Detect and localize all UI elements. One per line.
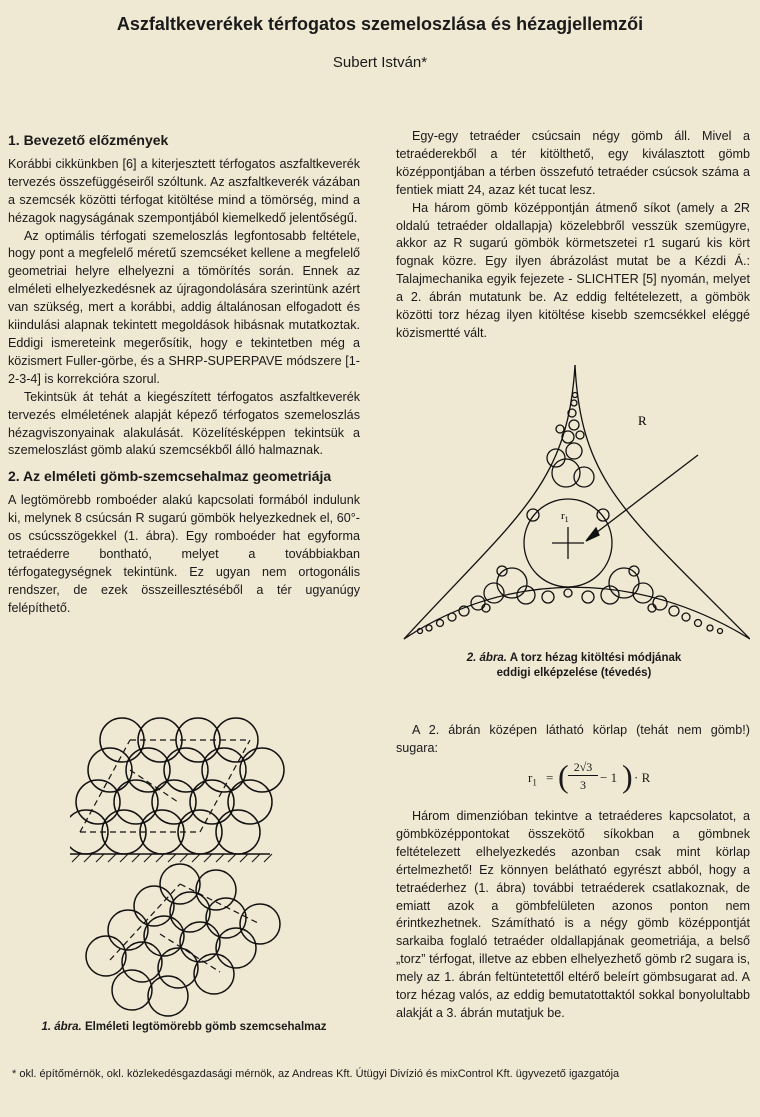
- section1-paragraph-2: Az optimális térfogati szemeloszlás legfontosabb feltétele, hogy pont a megfelelő méretű szemcséket kellene a megfelelő geometriai helyre elhelyezni a tömörítés során. Ennek az elméleti elhelyezkedésnek az újragondolására szerintünk azért van szükség, mert a korábbi, addig általánosan elfogadott és kiindulási alapnak tekintett megoldások hibásnak mutatkoztak. Eddigi ismereteink megerősítik, hogy e tekintetben még a közismert Fuller-görbe, és a SHRP-SUPERPAVE módszere [1-2-3-4] is korrekcióra szorul.: [8, 228, 360, 386]
- figure-2-caption-line2: eddigi elképzelése (tévedés): [496, 667, 652, 679]
- figure-2-diagram: [398, 365, 750, 647]
- formula-intro: A 2. ábrán középen látható körlap (tehát nem gömb!) sugara:: [396, 723, 750, 755]
- figure-1-caption-text: Elméleti legtömörebb gömb szemcsehalmaz: [84, 1021, 327, 1033]
- figure-1-diagram: [70, 712, 310, 1017]
- section1-paragraph-3: Tekintsük át tehát a kiegészített térfogatos aszfaltkeverék tervezés elméletének alapját képező térfogatos szemeloszlás hézagviszonyainak alakulását. Közelítésképpen tekintsük a szemeloszlást gömb alakú szemcsékből álló halmaznak.: [8, 389, 360, 458]
- right-paragraph-2: Ha három gömb középpontján átmenő síkot (amely a 2R oldalú tetraéder oldallapja) közelebbről vesszük szemügyre, akkor az R sugarú gömbök körmetszetei r1 sugarú kis kört fognak közre. Egy ilyen ábrázolást mutat be a Kézdi Á.: Talajmechanika egyik fejezete - SLICHTER [5] nyomán, melyet a 2. ábrán mutatunk be. Az eddig feltételezett, a gömbök közötti torz hézag ilyen kitöltése kisebb szemcsékkel eléggé közismertté vált.: [396, 200, 750, 340]
- formula-right-paren: ): [622, 758, 633, 794]
- left-column: [8, 132, 360, 618]
- footnote: * okl. építőmérnök, okl. közlekedésgazdasági mérnök, az Andreas Kft. Útügyi Divízió és mixControl Kft. ügyvezető igazgatója: [12, 1068, 620, 1080]
- right-column-bottom-paragraph: [396, 808, 750, 1023]
- label-R: R: [638, 413, 647, 428]
- figure-1-caption: [8, 1020, 360, 1035]
- formula-times-r: · R: [634, 770, 651, 785]
- right-column-top: [396, 128, 750, 343]
- section1-heading: 1. Bevezető előzmények: [8, 132, 169, 148]
- figure-2-caption: [398, 651, 750, 681]
- figure-1-caption-number: 1. ábra.: [41, 1021, 82, 1033]
- formula-lhs: $r_1$: [528, 770, 537, 788]
- formula-r1: [528, 760, 668, 796]
- right-column-bottom: [396, 722, 750, 758]
- figure-2-caption-line1: A torz hézag kitöltési módjának: [509, 652, 682, 664]
- label-r1: $r_1$: [561, 510, 569, 524]
- section2-heading: 2. Az elméleti gömb-szemcsehalmaz geometriája: [8, 468, 332, 485]
- right-paragraph-3: Három dimenzióban tekintve a tetraéderes kapcsolatot, a gömbközéppontokat összekötő síkokban a gömbnek feltételezett elhelyezkedés azonban csak mint körlap értelmezhető! Ez könnyen belátható egyrészt abból, hogy a tetraéderhez (1. ábra) további tetraéderek csatlakoznak, de emiatt azok a gömbfelületen azonos ponton nem érintkezhetnek. Számítható is a négy gömb középpontját sarkaiba foglaló tetraéder oldallapjának geometriája, a belső „torz” térfogat, illetve az ebben elhelyezhető gömb r2 sugara is, mely az 1. ábrán feltüntetettől eltérő beleírt gömbsugarat ad. A torz hézag valós, az eddig bemutatottaktól sokkal bonyolultabb alakját a 3. ábrán mutatjuk be.: [396, 809, 750, 1020]
- page-title: Aszfaltkeverékek térfogatos szemeloszlása és hézagjellemzői: [116, 14, 644, 34]
- figure-2-caption-number: 2. ábra.: [466, 652, 508, 664]
- formula-equals: =: [546, 770, 554, 785]
- section1-paragraph-1: Korábbi cikkünkben [6] a kiterjesztett térfogatos aszfaltkeverék tervezés összefüggéseiről szóltunk. Az aszfaltkeverék vázában a szemcsék közötti térfogat kitöltése mind a tömörség, mind a hézagok nagyságának szempontjából kiemelkedő jelentőségű.: [8, 156, 360, 225]
- author: Subert István*: [332, 54, 428, 71]
- formula-minus-one: − 1: [600, 770, 618, 785]
- formula-numerator: 2√3: [568, 760, 598, 776]
- section2-paragraph: A legtömörebb romboéder alakú kapcsolati formából indulunk ki, melynek 8 csúcsán R sugarú gömbök helyezkednek el, 60°-os csúcsszögekkel (1. ábra). Egy romboéder hat egyforma tetraéderre bontható, melyet a továbbiakban térfogategységnek tekintünk. Ez ugyan nem ortogonális rendszer, de ezek összeillesztéséből a tér ugyanúgy felépíthető.: [8, 493, 360, 615]
- right-paragraph-1: Egy-egy tetraéder csúcsain négy gömb áll. Mivel a tetraéderekből a tér kitölthető, egy kiválasztott gömb középpontjában a térben összefutó tetraéder csúcsok száma a fentiek miatt 24, azaz két tucat lesz.: [396, 129, 750, 197]
- formula-left-paren: (: [558, 758, 569, 794]
- formula-denominator: 3: [580, 778, 586, 792]
